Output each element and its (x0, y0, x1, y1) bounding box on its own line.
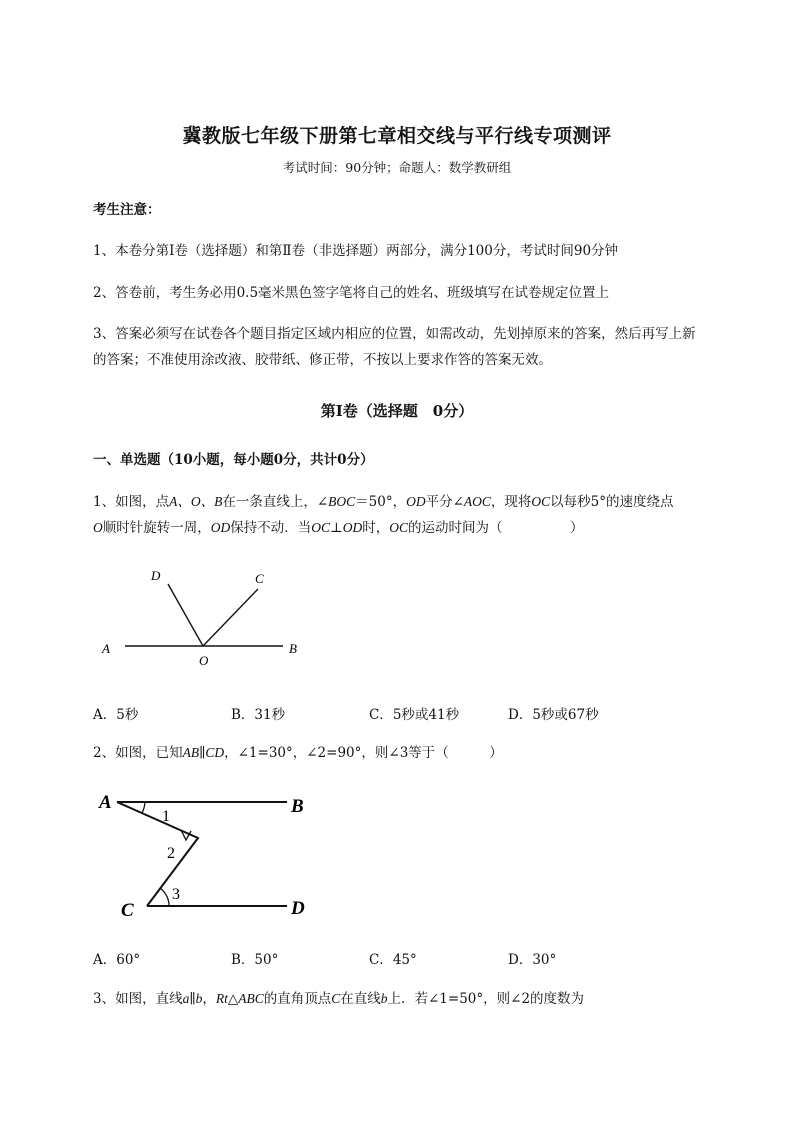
notice-heading: 考生注意： (93, 202, 161, 218)
angle-3-arc (160, 888, 169, 906)
label-c: C (121, 900, 134, 921)
label-b: B (289, 641, 297, 656)
q2-option-a[interactable]: A．60° (93, 952, 141, 968)
q2-option-d[interactable]: D．30° (508, 952, 557, 968)
zigzag-line (117, 802, 198, 906)
notice-item-1: 1、本卷分第Ⅰ卷（选择题）和第Ⅱ卷（非选择题）两部分，满分100分，考试时间90分钟 (93, 243, 619, 259)
question-2-text: 2、如图，已知AB∥CD，∠1=30°，∠2=90°，则∠3等于（ ） (93, 745, 503, 761)
label-b: B (291, 796, 304, 817)
question-1-line-2: O顺时针旋转一周，OD保持不动．当OC⊥OD时，OC的运动时间为（ ） (93, 520, 584, 536)
label-angle-1: 1 (162, 808, 170, 825)
q1-option-a[interactable]: A．5秒 (93, 707, 139, 723)
page-title: 冀教版七年级下册第七章相交线与平行线专项测评 (182, 125, 612, 147)
ray-od (168, 584, 203, 646)
notice-item-3-cont: 的答案；不准使用涂改液、胶带纸、修正带，不按以上要求作答的答案无效。 (93, 352, 552, 368)
angle-1-arc (142, 802, 145, 813)
question-1-figure (95, 560, 315, 675)
notice-item-3: 3、答案必须写在试卷各个题目指定区域内相应的位置，如需改动，先划掉原来的答案，然后再写上新 (93, 326, 696, 342)
q1-option-c[interactable]: C．5秒或41秒 (369, 707, 460, 723)
label-d: D (291, 898, 305, 919)
exam-info: 考试时间：90分钟；命题人：数学教研组 (282, 160, 512, 175)
label-angle-3: 3 (172, 886, 180, 903)
ray-oc (203, 589, 258, 646)
part-heading: 一、单选题（10小题，每小题0分，共计0分） (93, 452, 374, 468)
q2-option-c[interactable]: C．45° (369, 952, 417, 968)
q1-option-b[interactable]: B．31秒 (231, 707, 286, 723)
question-1-line-1: 1、如图，点A、O、B在一条直线上，∠BOC＝50°，OD平分∠AOC，现将OC以每秒5°的速度绕点 (93, 494, 674, 510)
q1-option-d[interactable]: D．5秒或67秒 (508, 707, 599, 723)
section-title: 第Ⅰ卷（选择题 0分） (320, 402, 474, 420)
q2-option-b[interactable]: B．50° (231, 952, 279, 968)
question-3-text: 3、如图，直线a∥b，Rt△ABC的直角顶点C在直线b上．若∠1=50°，则∠2的度数为 (93, 991, 585, 1007)
question-2-figure (95, 788, 325, 923)
label-angle-2: 2 (167, 845, 175, 862)
notice-item-2: 2、答卷前，考生务必用0.5毫米黑色签字笔将自己的姓名、班级填写在试卷规定位置上 (93, 285, 610, 301)
label-a: A (99, 792, 112, 813)
label-d: D (151, 568, 161, 583)
label-o: O (199, 653, 209, 668)
label-c: C (255, 571, 264, 586)
label-a: A (102, 641, 110, 656)
